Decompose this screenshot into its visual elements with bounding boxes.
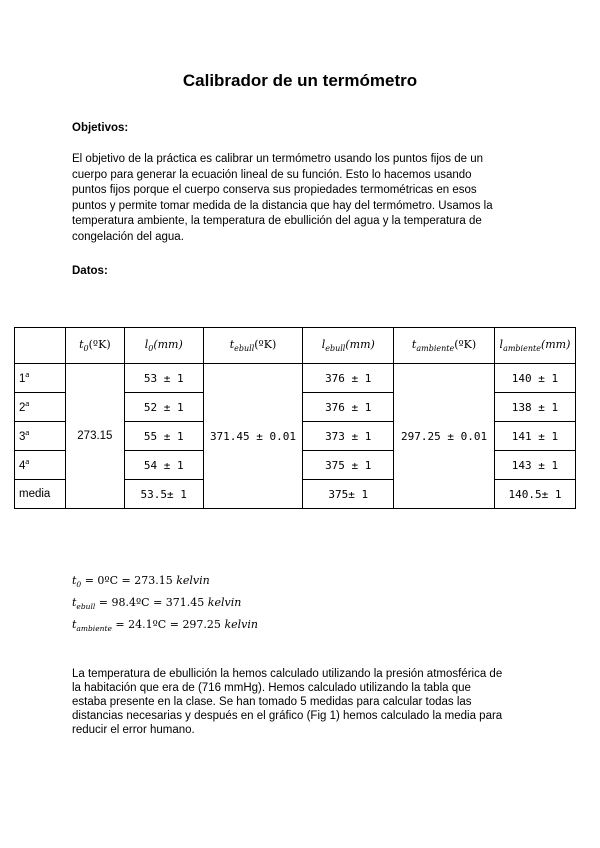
data-table — [14, 327, 576, 509]
paragraph-line: estaba presente en la clase. Se han tomado 5 medidas para calcular todas las — [72, 696, 472, 708]
paragraph-line: reducir el error humano. — [72, 724, 195, 736]
l0-media: 53.5± 1 — [124, 480, 203, 509]
l0-cell: 52 ± 1 — [124, 393, 203, 422]
lambiente-cell: 141 ± 1 — [494, 422, 575, 451]
lebull-cell: 376 ± 1 — [303, 364, 394, 393]
paragraph-line: puntos fijos porque el cuerpo conserva sus propiedades termométricas en esos — [72, 184, 477, 196]
lebull-media: 375± 1 — [303, 480, 394, 509]
header-cell-empty — [15, 328, 66, 364]
header-l0: $l_0(mm)$ — [124, 328, 203, 364]
lebull-cell: 373 ± 1 — [303, 422, 394, 451]
objectives-paragraph — [72, 152, 542, 245]
page-title: Calibrador de un termómetro — [182, 71, 418, 90]
l0-cell: 53 ± 1 — [124, 364, 203, 393]
paragraph-line: cuerpo para generar la ecuación lineal de su función. Esto lo hacemos usando — [72, 168, 472, 181]
header-tambiente: $t_{ambiente}(ºK)$ — [394, 328, 495, 364]
lambiente-media: 140.5± 1 — [494, 480, 575, 509]
lambiente-cell: 140 ± 1 — [494, 364, 575, 393]
table-row — [15, 364, 576, 393]
paragraph-line: temperatura ambiente, la temperatura de ebullición del agua y la temperatura de — [72, 215, 482, 227]
tambiente-value: 297.25 ± 0.01 — [394, 364, 495, 509]
lebull-cell: 375 ± 1 — [303, 451, 394, 480]
header-lebull: $l_{ebull}(mm)$ — [303, 328, 394, 364]
data-heading: Datos: — [72, 265, 108, 277]
paragraph-line: La temperatura de ebullición la hemos calculado utilizando la presión atmosférica de — [72, 668, 503, 680]
table-header-row — [15, 328, 576, 364]
lebull-cell: 376 ± 1 — [303, 393, 394, 422]
paragraph-line: congelación del agua. — [72, 230, 184, 243]
conclusion-paragraph — [72, 667, 542, 737]
paragraph-line: puntos y permite tomar medida de la distancia que hay del termómetro. Usamos la — [72, 199, 493, 212]
row-label: 2$^a$ — [15, 393, 66, 422]
objectives-heading: Objetivos: — [72, 122, 129, 134]
header-lambiente: $l_{ambiente}(mm)$ — [494, 328, 575, 364]
l0-cell: 54 ± 1 — [124, 451, 203, 480]
equation-tebull: $t_{ebull}$ = 98.4ºC = 371.45 kelvin — [72, 596, 242, 612]
paragraph-line: El objetivo de la práctica es calibrar un termómetro usando los puntos fijos de un — [72, 153, 484, 165]
lambiente-cell: 143 ± 1 — [494, 451, 575, 480]
header-t0: $t_0(ºK)$ — [65, 328, 124, 364]
row-label: 1$^a$ — [15, 364, 66, 393]
paragraph-line: la habitación que era de (716 mmHg). Hemos calculado utilizando la tabla que — [72, 682, 471, 694]
equation-t0: $t_0$ = 0ºC = 273.15 kelvin — [72, 574, 210, 590]
l0-cell: 55 ± 1 — [124, 422, 203, 451]
row-label: 3$^a$ — [15, 422, 66, 451]
paragraph-line: distancias necesarias y después en el gráfico (Fig 1) hemos calculado la media para — [72, 710, 503, 722]
header-tebull: $t_{ebull}(ºK)$ — [203, 328, 303, 364]
t0-value: 273.15 — [65, 364, 124, 509]
row-label: 4$^a$ — [15, 451, 66, 480]
tebull-value: 371.45 ± 0.01 — [203, 364, 303, 509]
media-label: media — [15, 480, 66, 509]
equation-tambiente: $t_{ambiente}$ = 24.1ºC = 297.25 kelvin — [72, 618, 258, 634]
lambiente-cell: 138 ± 1 — [494, 393, 575, 422]
